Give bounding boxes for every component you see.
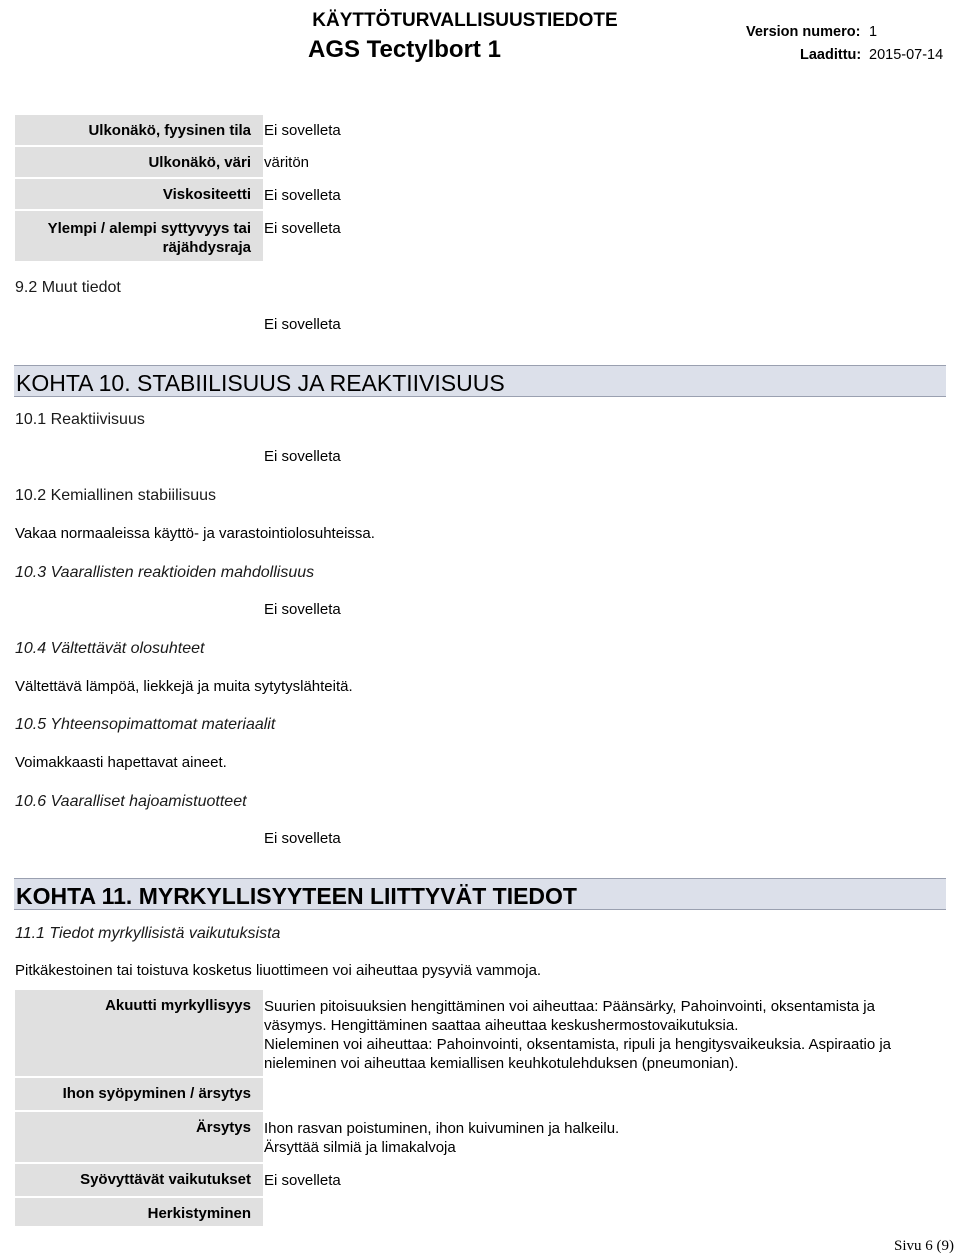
version-value: 1	[869, 24, 878, 40]
subsection-text: Pitkäkestoinen tai toistuva kosketus liuottimeen voi aiheuttaa pysyviä vammoja.	[15, 962, 542, 979]
toxicology-line: nieleminen voi aiheuttaa kemiallisen keuhkotulehduksen (pneumonian).	[264, 1055, 739, 1072]
toxicology-label: Akuutti myrkyllisyys	[15, 990, 263, 1076]
property-value: Ei sovelleta	[264, 122, 341, 139]
subsection-heading: 10.5 Yhteensopimattomat materiaalit	[15, 716, 276, 733]
section-title: KOHTA 11. MYRKYLLISYYTEEN LIITTYVÄT TIEDOT	[16, 883, 577, 909]
property-label: Viskositeetti	[15, 179, 263, 209]
property-label-line: Ylempi / alempi syttyvyys tai	[47, 220, 251, 237]
page-number: Sivu 6 (9)	[894, 1238, 954, 1254]
toxicology-line: Ärsyttää silmiä ja limakalvoja	[264, 1139, 456, 1156]
toxicology-line: Nieleminen voi aiheuttaa: Pahoinvointi, oksentamista, ripuli ja hengitysvaikeuksia. Aspiraatio ja	[264, 1036, 892, 1053]
toxicology-label: Herkistyminen	[15, 1198, 263, 1226]
subsection-heading: 10.4 Vältettävät olosuhteet	[15, 640, 205, 657]
subsection-text: Vakaa normaaleissa käyttö- ja varastointiolosuhteissa.	[15, 525, 375, 542]
property-label: Ulkonäkö, fyysinen tila	[15, 115, 263, 145]
property-label-line: räjähdysraja	[162, 239, 251, 256]
section-header	[14, 878, 946, 910]
property-value: Ei sovelleta	[264, 187, 341, 204]
property-label	[15, 211, 263, 261]
subsection-heading: 10.2 Kemiallinen stabiilisuus	[15, 487, 216, 504]
document-type-title: KÄYTTÖTURVALLISUUSTIEDOTE	[312, 10, 618, 31]
toxicology-value	[264, 997, 924, 1073]
toxicology-label: Syövyttävät vaikutukset	[15, 1164, 263, 1196]
subsection-value: Ei sovelleta	[264, 448, 341, 465]
toxicology-value	[264, 1119, 924, 1157]
section-header	[14, 365, 946, 397]
subsection-heading: 11.1 Tiedot myrkyllisistä vaikutuksista	[15, 925, 281, 942]
subsection-heading: 9.2 Muut tiedot	[15, 279, 121, 296]
toxicology-label: Ihon syöpyminen / ärsytys	[15, 1078, 263, 1110]
date-value: 2015-07-14	[869, 47, 944, 63]
property-value: Ei sovelleta	[264, 220, 341, 237]
date-label: Laadittu:	[800, 47, 862, 63]
property-label: Ulkonäkö, väri	[15, 147, 263, 177]
toxicology-line: väsymys. Hengittäminen saattaa aiheuttaa keskushermostovaikutuksia.	[264, 1017, 739, 1034]
subsection-text: Voimakkaasti hapettavat aineet.	[15, 754, 227, 771]
section-title: KOHTA 10. STABIILISUUS JA REAKTIIVISUUS	[16, 370, 505, 396]
property-value: väritön	[264, 154, 310, 171]
toxicology-line: Ihon rasvan poistuminen, ihon kuivuminen ja halkeilu.	[264, 1120, 620, 1137]
toxicology-value: Ei sovelleta	[264, 1172, 341, 1189]
subsection-value: Ei sovelleta	[264, 601, 341, 618]
subsection-heading: 10.3 Vaarallisten reaktioiden mahdollisuus	[15, 564, 315, 581]
toxicology-label: Ärsytys	[15, 1112, 263, 1162]
subsection-text: Vältettävä lämpöä, liekkejä ja muita sytytyslähteitä.	[15, 678, 353, 695]
subsection-heading: 10.6 Vaaralliset hajoamistuotteet	[15, 793, 247, 810]
subsection-value: Ei sovelleta	[264, 316, 341, 333]
subsection-value: Ei sovelleta	[264, 830, 341, 847]
subsection-heading: 10.1 Reaktiivisuus	[15, 411, 145, 428]
toxicology-line: Suurien pitoisuuksien hengittäminen voi aiheuttaa: Päänsärky, Pahoinvointi, oksentamista ja	[264, 998, 875, 1015]
version-label: Version numero:	[746, 24, 861, 40]
product-name: AGS Tectylbort 1	[308, 36, 501, 63]
